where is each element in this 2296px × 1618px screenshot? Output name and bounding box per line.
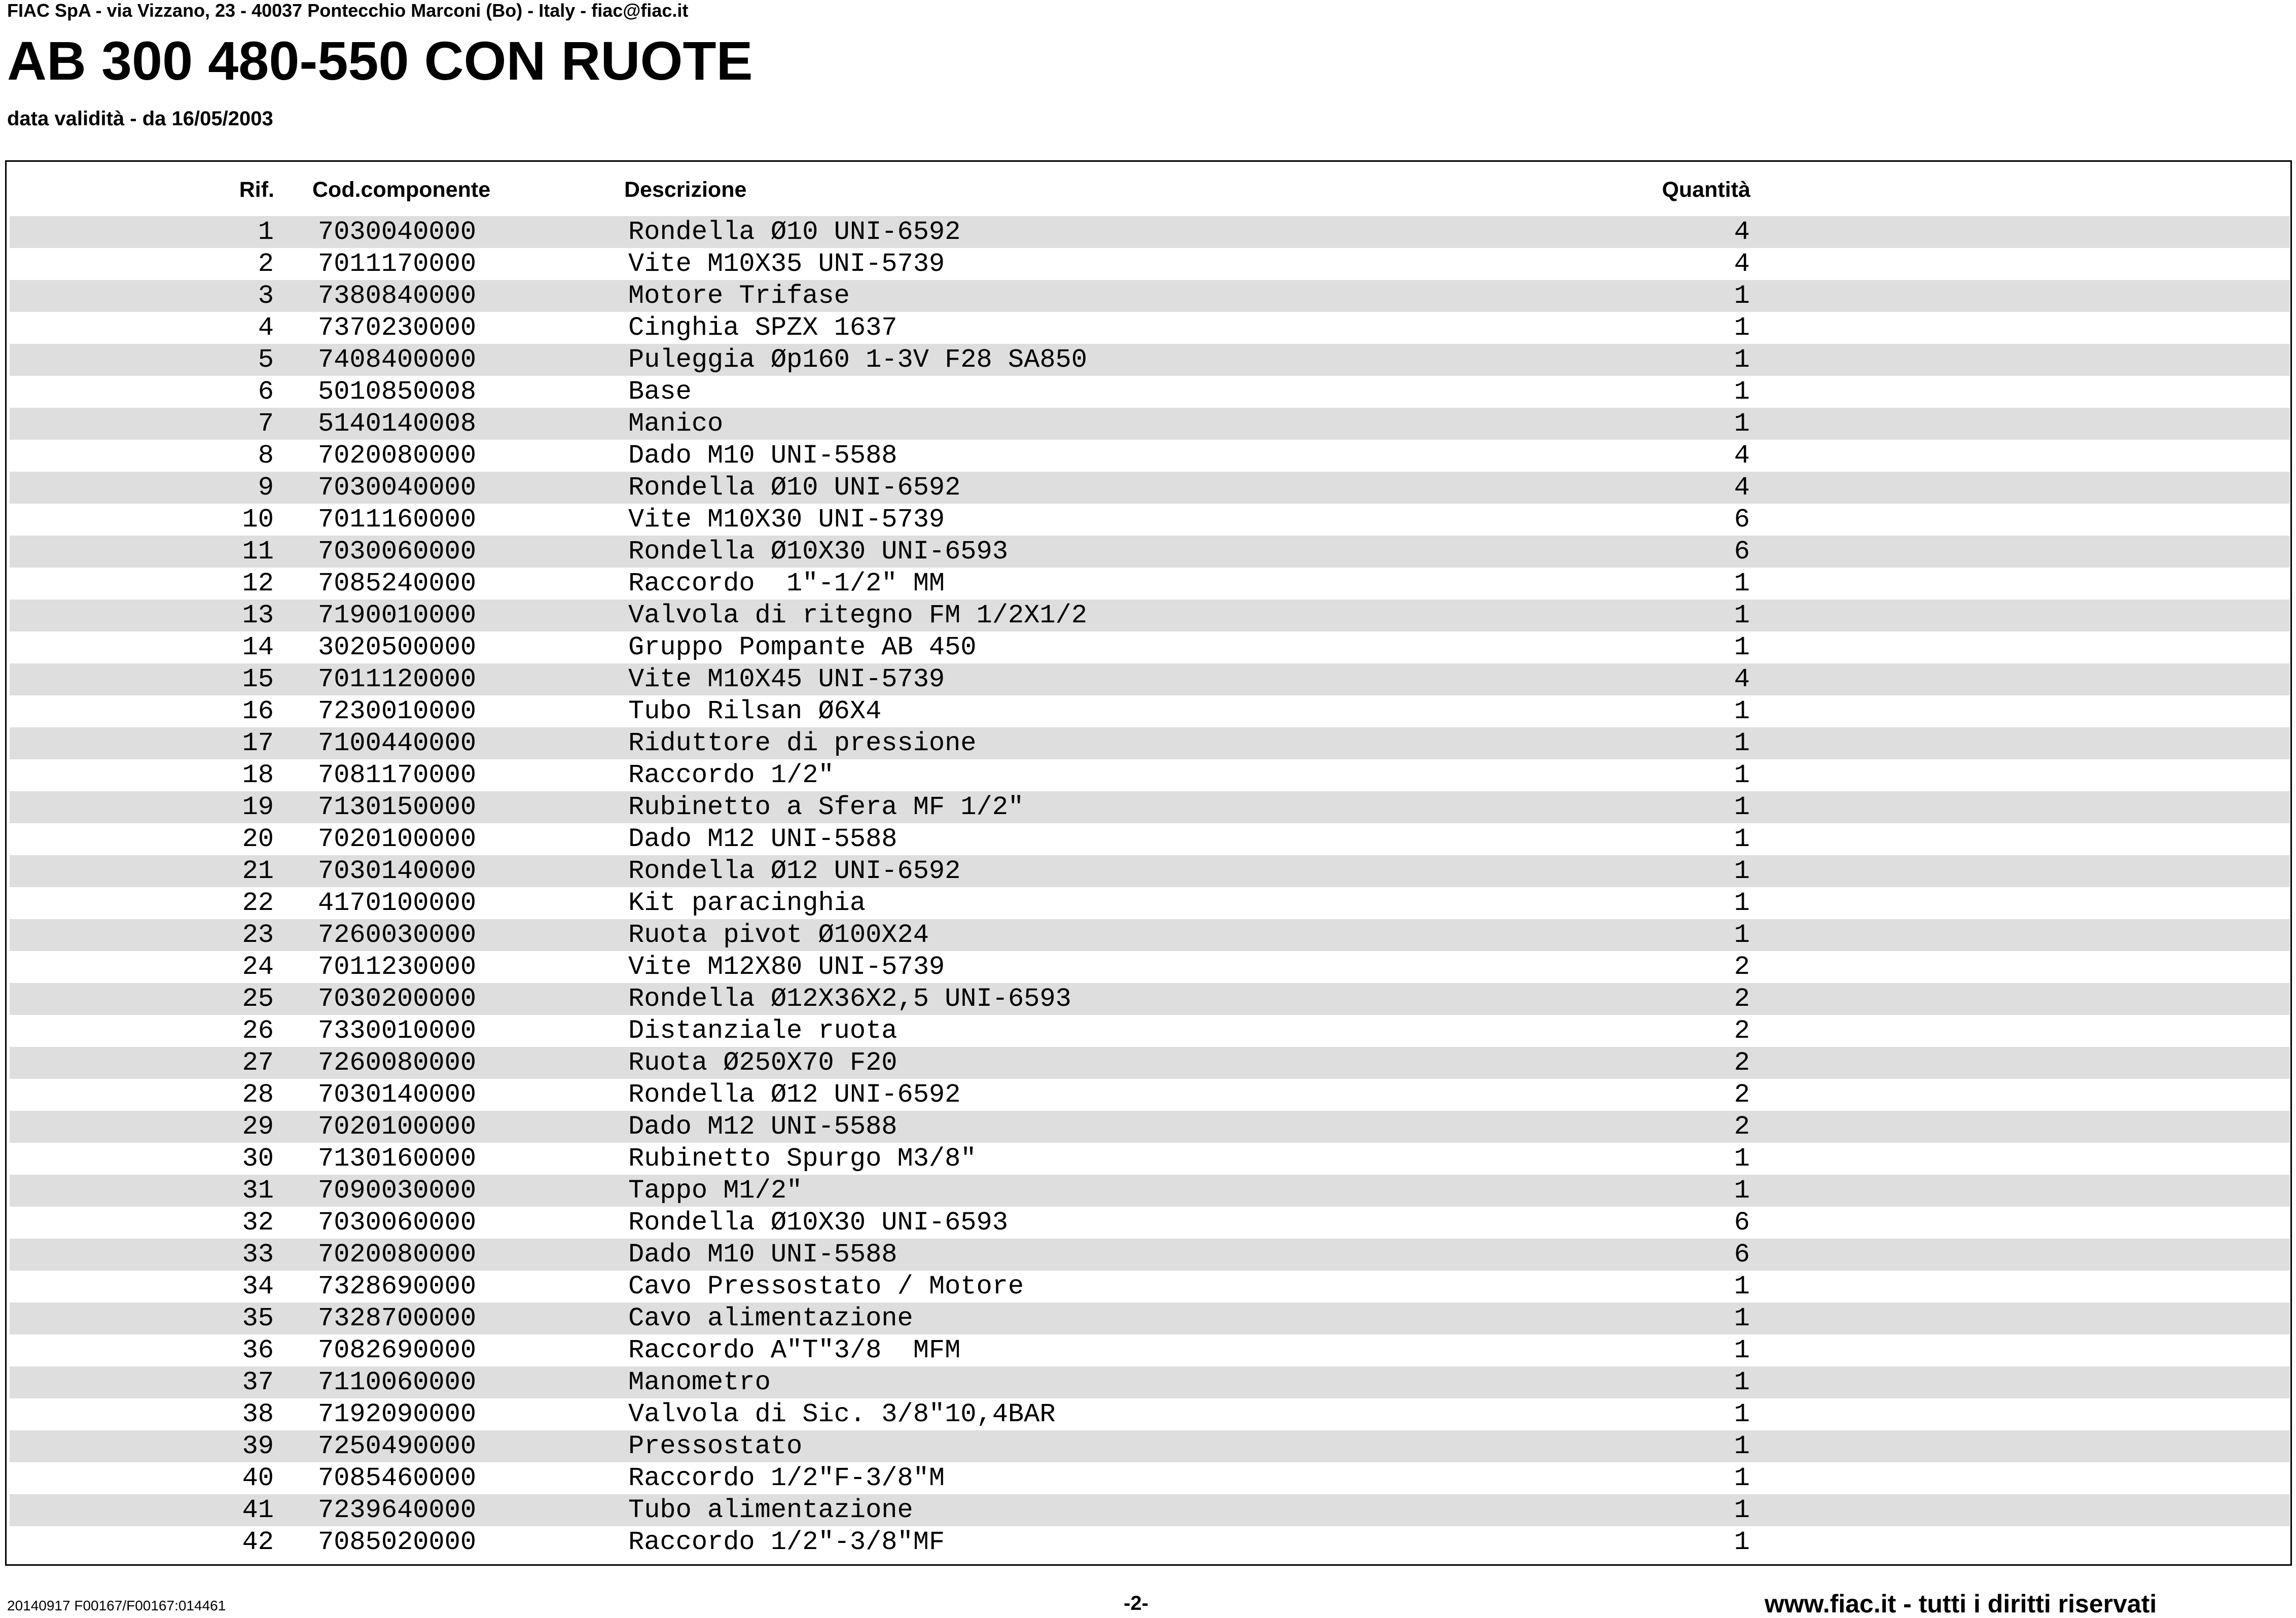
cell-code: 7130160000 — [318, 1144, 477, 1174]
column-header-quantity: Quantità — [1662, 178, 1750, 202]
page-number: -2- — [1124, 1592, 1149, 1614]
cell-rif: 5 — [258, 345, 274, 375]
table-row — [10, 1175, 2290, 1207]
cell-quantity: 4 — [1734, 473, 1750, 503]
cell-description: Rondella Ø12X36X2,5 UNI-6593 — [628, 984, 1071, 1014]
cell-description: Cavo alimentazione — [628, 1304, 913, 1333]
cell-rif: 26 — [242, 1016, 274, 1046]
cell-quantity: 1 — [1734, 569, 1750, 599]
table-row — [10, 727, 2290, 759]
cell-description: Dado M10 UNI-5588 — [628, 441, 898, 471]
cell-code: 7130150000 — [318, 792, 477, 822]
table-row — [10, 1079, 2290, 1111]
cell-code: 7020080000 — [318, 1240, 477, 1270]
cell-quantity: 1 — [1734, 409, 1750, 439]
table-row — [10, 631, 2290, 663]
cell-quantity: 1 — [1734, 377, 1750, 407]
cell-rif: 14 — [242, 632, 274, 662]
cell-quantity: 1 — [1734, 281, 1750, 311]
cell-code: 4170100000 — [318, 888, 477, 918]
cell-rif: 37 — [242, 1367, 274, 1397]
cell-quantity: 6 — [1734, 1240, 1750, 1270]
cell-rif: 38 — [242, 1399, 274, 1429]
cell-rif: 23 — [242, 920, 274, 950]
cell-code: 7260030000 — [318, 920, 477, 950]
cell-description: Rondella Ø10X30 UNI-6593 — [628, 1208, 1008, 1238]
cell-code: 7328690000 — [318, 1272, 477, 1302]
cell-quantity: 1 — [1734, 728, 1750, 758]
table-row — [10, 1430, 2290, 1462]
cell-rif: 6 — [258, 377, 274, 407]
cell-rif: 4 — [258, 313, 274, 343]
table-row — [10, 1271, 2290, 1303]
cell-description: Rondella Ø12 UNI-6592 — [628, 1080, 961, 1110]
cell-quantity: 2 — [1734, 1112, 1750, 1142]
table-row — [10, 951, 2290, 983]
column-header-description: Descrizione — [624, 178, 747, 202]
cell-description: Raccordo 1/2" — [628, 760, 834, 790]
table-row — [10, 1047, 2290, 1079]
cell-rif: 2 — [258, 249, 274, 279]
cell-code: 7190010000 — [318, 601, 477, 630]
table-row — [10, 1366, 2290, 1398]
cell-description: Base — [628, 377, 692, 407]
table-row — [10, 312, 2290, 344]
cell-description: Tappo M1/2" — [628, 1176, 803, 1206]
cell-rif: 32 — [242, 1208, 274, 1238]
cell-quantity: 4 — [1734, 249, 1750, 279]
table-row — [10, 919, 2290, 951]
cell-rif: 1 — [258, 217, 274, 247]
table-row — [10, 695, 2290, 727]
cell-description: Valvola di ritegno FM 1/2X1/2 — [628, 601, 1087, 630]
column-header-code: Cod.componente — [312, 178, 491, 202]
cell-quantity: 1 — [1734, 1176, 1750, 1206]
cell-code: 7011170000 — [318, 249, 477, 279]
cell-rif: 34 — [242, 1272, 274, 1302]
cell-code: 7085020000 — [318, 1527, 477, 1557]
cell-code: 7030060000 — [318, 1208, 477, 1238]
table-row — [10, 823, 2290, 855]
document-code: 20140917 F00167/F00167:014461 — [7, 1598, 226, 1613]
cell-rif: 15 — [242, 664, 274, 694]
cell-rif: 42 — [242, 1527, 274, 1557]
cell-rif: 10 — [242, 505, 274, 535]
table-row — [10, 1143, 2290, 1175]
cell-quantity: 1 — [1734, 1527, 1750, 1557]
table-row — [10, 568, 2290, 600]
page-title: AB 300 480-550 CON RUOTE — [7, 30, 753, 91]
cell-code: 7011160000 — [318, 505, 477, 535]
cell-quantity: 1 — [1734, 1304, 1750, 1333]
table-row — [10, 280, 2290, 312]
cell-quantity: 1 — [1734, 313, 1750, 343]
cell-quantity: 1 — [1734, 920, 1750, 950]
cell-description: Rondella Ø12 UNI-6592 — [628, 856, 961, 886]
cell-description: Distanziale ruota — [628, 1016, 898, 1046]
cell-code: 7011120000 — [318, 664, 477, 694]
cell-code: 7020100000 — [318, 824, 477, 854]
cell-quantity: 1 — [1734, 601, 1750, 630]
cell-code: 7085460000 — [318, 1463, 477, 1493]
table-row — [10, 216, 2290, 248]
cell-code: 7020100000 — [318, 1112, 477, 1142]
cell-rif: 20 — [242, 824, 274, 854]
cell-code: 7082690000 — [318, 1335, 477, 1365]
cell-description: Rondella Ø10X30 UNI-6593 — [628, 537, 1008, 567]
cell-description: Gruppo Pompante AB 450 — [628, 632, 977, 662]
cell-quantity: 1 — [1734, 1367, 1750, 1397]
copyright-notice: www.fiac.it - tutti i diritti riservati — [1765, 1590, 2157, 1618]
cell-code: 7230010000 — [318, 696, 477, 726]
cell-rif: 17 — [242, 728, 274, 758]
table-row — [10, 1111, 2290, 1143]
cell-code: 7250490000 — [318, 1431, 477, 1461]
cell-description: Kit paracinghia — [628, 888, 866, 918]
cell-description: Raccordo A"T"3/8 MFM — [628, 1335, 961, 1365]
cell-code: 7081170000 — [318, 760, 477, 790]
cell-description: Valvola di Sic. 3/8"10,4BAR — [628, 1399, 1056, 1429]
table-row — [10, 376, 2290, 408]
cell-quantity: 6 — [1734, 505, 1750, 535]
cell-quantity: 1 — [1734, 1399, 1750, 1429]
cell-quantity: 1 — [1734, 1495, 1750, 1525]
cell-quantity: 1 — [1734, 856, 1750, 886]
validity-date: data validità - da 16/05/2003 — [7, 108, 273, 130]
cell-rif: 30 — [242, 1144, 274, 1174]
cell-description: Dado M12 UNI-5588 — [628, 1112, 898, 1142]
table-row — [10, 248, 2290, 280]
cell-rif: 35 — [242, 1304, 274, 1333]
cell-quantity: 2 — [1734, 1080, 1750, 1110]
table-row — [10, 663, 2290, 695]
cell-code: 5140140008 — [318, 409, 477, 439]
cell-code: 7380840000 — [318, 281, 477, 311]
table-header — [7, 172, 2290, 207]
table-row — [10, 472, 2290, 504]
cell-code: 3020500000 — [318, 632, 477, 662]
cell-description: Vite M10X35 UNI-5739 — [628, 249, 945, 279]
cell-description: Dado M10 UNI-5588 — [628, 1240, 898, 1270]
table-row — [10, 759, 2290, 791]
cell-rif: 12 — [242, 569, 274, 599]
table-row — [10, 1015, 2290, 1047]
table-row — [10, 983, 2290, 1015]
cell-code: 7030140000 — [318, 856, 477, 886]
cell-description: Tubo Rilsan Ø6X4 — [628, 696, 882, 726]
cell-description: Cinghia SPZX 1637 — [628, 313, 898, 343]
table-row — [10, 1494, 2290, 1526]
cell-rif: 27 — [242, 1048, 274, 1078]
company-address: FIAC SpA - via Vizzano, 23 - 40037 Pontecchio Marconi (Bo) - Italy - fiac@fiac.it — [7, 0, 689, 21]
table-row — [10, 1526, 2290, 1558]
cell-description: Ruota Ø250X70 F20 — [628, 1048, 898, 1078]
cell-description: Raccordo 1/2"-3/8"MF — [628, 1527, 945, 1557]
table-row — [10, 600, 2290, 631]
cell-description: Motore Trifase — [628, 281, 850, 311]
cell-quantity: 6 — [1734, 537, 1750, 567]
cell-description: Rubinetto Spurgo M3/8" — [628, 1144, 977, 1174]
cell-quantity: 6 — [1734, 1208, 1750, 1238]
cell-quantity: 1 — [1734, 1335, 1750, 1365]
cell-code: 7030040000 — [318, 473, 477, 503]
cell-quantity: 1 — [1734, 760, 1750, 790]
table-row — [10, 1207, 2290, 1239]
cell-description: Raccordo 1/2"F-3/8"M — [628, 1463, 945, 1493]
cell-rif: 19 — [242, 792, 274, 822]
cell-code: 7370230000 — [318, 313, 477, 343]
cell-code: 7030140000 — [318, 1080, 477, 1110]
cell-description: Rondella Ø10 UNI-6592 — [628, 473, 961, 503]
cell-description: Vite M10X45 UNI-5739 — [628, 664, 945, 694]
column-header-rif: Rif. — [239, 178, 274, 202]
cell-description: Tubo alimentazione — [628, 1495, 913, 1525]
cell-quantity: 1 — [1734, 792, 1750, 822]
cell-rif: 41 — [242, 1495, 274, 1525]
cell-rif: 7 — [258, 409, 274, 439]
cell-rif: 3 — [258, 281, 274, 311]
parts-table — [5, 160, 2292, 1566]
cell-rif: 36 — [242, 1335, 274, 1365]
table-row — [10, 1334, 2290, 1366]
cell-quantity: 4 — [1734, 664, 1750, 694]
cell-code: 7030040000 — [318, 217, 477, 247]
cell-quantity: 2 — [1734, 1048, 1750, 1078]
cell-rif: 8 — [258, 441, 274, 471]
cell-code: 7110060000 — [318, 1367, 477, 1397]
cell-code: 5010850008 — [318, 377, 477, 407]
cell-code: 7030060000 — [318, 537, 477, 567]
cell-code: 7020080000 — [318, 441, 477, 471]
cell-rif: 11 — [242, 537, 274, 567]
cell-quantity: 1 — [1734, 345, 1750, 375]
cell-quantity: 1 — [1734, 1272, 1750, 1302]
cell-quantity: 1 — [1734, 1431, 1750, 1461]
cell-code: 7011230000 — [318, 952, 477, 982]
cell-description: Riduttore di pressione — [628, 728, 977, 758]
cell-rif: 31 — [242, 1176, 274, 1206]
cell-rif: 29 — [242, 1112, 274, 1142]
cell-description: Manico — [628, 409, 724, 439]
table-row — [10, 344, 2290, 376]
cell-description: Vite M12X80 UNI-5739 — [628, 952, 945, 982]
cell-code: 7085240000 — [318, 569, 477, 599]
cell-description: Cavo Pressostato / Motore — [628, 1272, 1024, 1302]
cell-rif: 16 — [242, 696, 274, 726]
table-row — [10, 855, 2290, 887]
cell-description: Vite M10X30 UNI-5739 — [628, 505, 945, 535]
cell-rif: 39 — [242, 1431, 274, 1461]
table-row — [10, 887, 2290, 919]
cell-code: 7239640000 — [318, 1495, 477, 1525]
cell-description: Puleggia Øp160 1-3V F28 SA850 — [628, 345, 1087, 375]
cell-quantity: 4 — [1734, 441, 1750, 471]
table-row — [10, 440, 2290, 472]
cell-quantity: 2 — [1734, 984, 1750, 1014]
cell-description: Pressostato — [628, 1431, 803, 1461]
cell-rif: 22 — [242, 888, 274, 918]
cell-code: 7328700000 — [318, 1304, 477, 1333]
table-row — [10, 1239, 2290, 1271]
cell-rif: 25 — [242, 984, 274, 1014]
table-row — [10, 1303, 2290, 1334]
table-row — [10, 1398, 2290, 1430]
cell-rif: 40 — [242, 1463, 274, 1493]
cell-rif: 13 — [242, 601, 274, 630]
cell-code: 7100440000 — [318, 728, 477, 758]
table-row — [10, 1462, 2290, 1494]
cell-quantity: 1 — [1734, 696, 1750, 726]
cell-code: 7192090000 — [318, 1399, 477, 1429]
cell-code: 7260080000 — [318, 1048, 477, 1078]
cell-code: 7408400000 — [318, 345, 477, 375]
cell-rif: 21 — [242, 856, 274, 886]
cell-quantity: 1 — [1734, 888, 1750, 918]
cell-code: 7330010000 — [318, 1016, 477, 1046]
cell-quantity: 1 — [1734, 824, 1750, 854]
cell-quantity: 2 — [1734, 1016, 1750, 1046]
cell-rif: 24 — [242, 952, 274, 982]
cell-rif: 28 — [242, 1080, 274, 1110]
cell-code: 7090030000 — [318, 1176, 477, 1206]
cell-description: Manometro — [628, 1367, 771, 1397]
cell-quantity: 1 — [1734, 632, 1750, 662]
cell-description: Rubinetto a Sfera MF 1/2" — [628, 792, 1024, 822]
cell-description: Raccordo 1"-1/2" MM — [628, 569, 945, 599]
cell-rif: 18 — [242, 760, 274, 790]
table-row — [10, 504, 2290, 536]
cell-quantity: 1 — [1734, 1144, 1750, 1174]
cell-description: Ruota pivot Ø100X24 — [628, 920, 929, 950]
table-row — [10, 536, 2290, 568]
cell-quantity: 4 — [1734, 217, 1750, 247]
cell-description: Dado M12 UNI-5588 — [628, 824, 898, 854]
cell-rif: 9 — [258, 473, 274, 503]
cell-quantity: 1 — [1734, 1463, 1750, 1493]
table-row — [10, 408, 2290, 440]
cell-quantity: 2 — [1734, 952, 1750, 982]
cell-code: 7030200000 — [318, 984, 477, 1014]
table-row — [10, 791, 2290, 823]
cell-rif: 33 — [242, 1240, 274, 1270]
cell-description: Rondella Ø10 UNI-6592 — [628, 217, 961, 247]
